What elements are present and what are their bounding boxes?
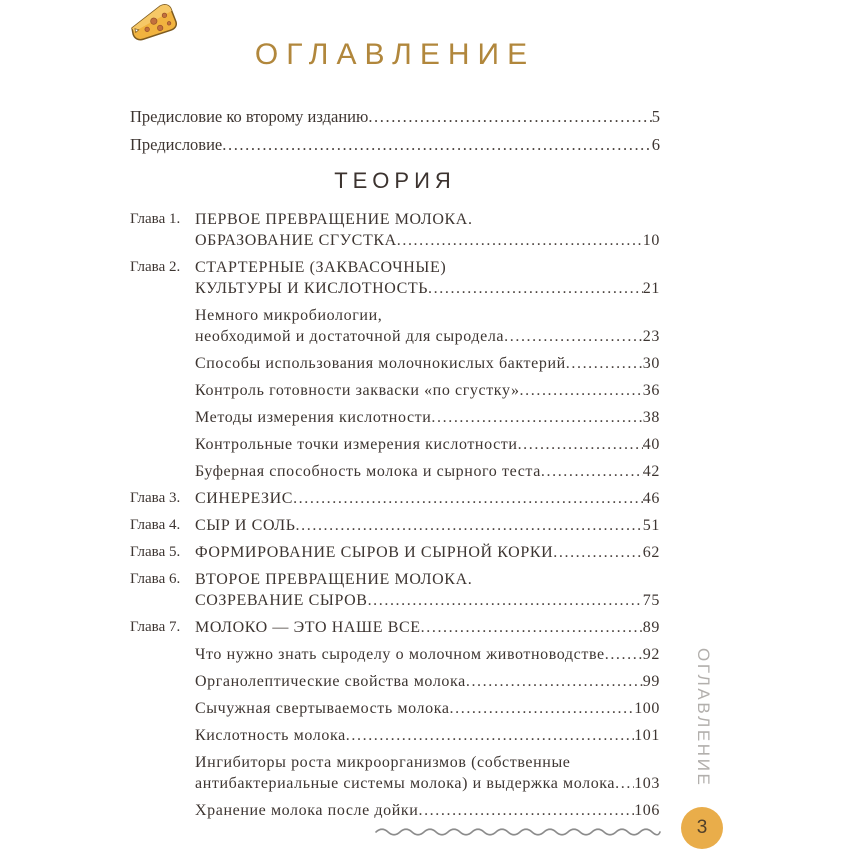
entry-title: Кислотность молока [195,727,346,744]
entry-page: 106 [634,802,660,819]
chapter-label: Глава 1. [130,211,181,227]
entry-title: антибактериальные системы молока) и выдержка молока [195,775,616,792]
toc-entry [130,380,660,401]
toc-entry [130,353,660,374]
dot-leader [431,407,642,428]
toc-entry [130,434,660,455]
entry-page: 10 [642,232,660,249]
toc-entry [130,131,660,159]
dot-leader [418,800,634,821]
dot-leader [368,590,643,611]
toc-entry [130,569,660,611]
entry-page: 23 [642,328,660,345]
dot-leader [615,773,634,794]
chapter-label: Глава 3. [130,490,181,506]
entry-title: ВТОРОЕ ПРЕВРАЩЕНИЕ МОЛОКА. [195,571,473,588]
dot-leader [504,326,643,347]
chapter-label: Глава 6. [130,571,181,587]
entry-title: Немного микробиологии, [195,307,383,324]
toc-entry [130,800,660,821]
entry-title: ФОРМИРОВАНИЕ СЫРОВ И СЫРНОЙ КОРКИ [195,544,554,561]
entry-page: 5 [651,107,660,126]
entry-title: Органолептические свойства молока [195,673,466,690]
entry-page: 36 [642,382,660,399]
entry-page: 100 [634,700,660,717]
entry-title: Методы измерения кислотности [195,409,432,426]
page-title: ОГЛАВЛЕНИЕ [254,38,536,71]
section-header: ТЕОРИЯ [334,168,456,193]
entry-title: Буферная способность молока и сырного теста [195,463,541,480]
entry-title: Предисловие [130,135,223,154]
entry-title: Сычужная свертываемость молока [195,700,450,717]
entry-title: Ингибиторы роста микроорганизмов (собственные [195,754,571,771]
chapter-label: Глава 7. [130,619,181,635]
toc-content [130,0,660,822]
dot-leader [428,278,643,299]
entry-title: необходимой и достаточной для сыродела [195,328,505,345]
entry-title: КУЛЬТУРЫ И КИСЛОТНОСТЬ [195,280,429,297]
entry-page: 46 [642,490,660,507]
entry-title: Способы использования молочнокислых бактерий [195,355,566,372]
page-number: 3 [696,817,708,838]
entry-title: СОЗРЕВАНИЕ СЫРОВ [195,592,368,609]
toc-list [130,209,660,821]
dot-leader [518,434,643,455]
entry-page: 38 [642,409,660,426]
dot-leader [466,671,643,692]
entry-title: СЫР И СОЛЬ [195,517,296,534]
entry-page: 103 [634,775,660,792]
toc-entry [130,644,660,665]
entry-title: Что нужно знать сыроделу о молочном животноводстве [195,646,605,663]
entry-page: 101 [634,727,660,744]
entry-title: Контроль готовности закваски «по сгустку» [195,382,520,399]
entry-page: 42 [642,463,660,480]
entry-title: Контрольные точки измерения кислотности [195,436,518,453]
entry-page: 75 [642,592,660,609]
toc-entry [130,209,660,251]
entry-title: СИНЕРЕЗИС [195,490,294,507]
toc-entry [130,725,660,746]
entry-page: 21 [642,280,660,297]
entry-title: МОЛОКО — ЭТО НАШЕ ВСЕ [195,619,421,636]
toc-entry [130,515,660,536]
entry-page: 62 [642,544,660,561]
entry-title: Хранение молока после дойки [195,802,419,819]
dot-leader [296,515,643,536]
entry-title: СТАРТЕРНЫЕ (ЗАКВАСОЧНЫЕ) [195,259,447,276]
toc-entry [130,103,660,131]
entry-page: 99 [642,673,660,690]
dot-leader [566,353,643,374]
toc-entry [130,698,660,719]
toc-entry [130,257,660,299]
toc-entry [130,542,660,563]
entry-page: 40 [642,436,660,453]
dot-leader [397,230,643,251]
entry-page: 92 [642,646,660,663]
toc-entry [130,407,660,428]
dot-leader [222,131,652,159]
page-number-badge [681,807,723,849]
dot-leader [553,542,643,563]
wavy-line-divider [375,823,661,840]
toc-entry [130,752,660,794]
entry-page: 6 [651,135,660,154]
entry-title: Предисловие ко второму изданию [130,107,369,126]
dot-leader [605,644,643,665]
toc-entry [130,488,660,509]
dot-leader [450,698,635,719]
entry-page: 51 [642,517,660,534]
front-matter-list [130,103,660,159]
toc-entry [130,671,660,692]
dot-leader [368,103,651,131]
dot-leader [421,617,643,638]
chapter-label: Глава 4. [130,517,181,533]
sidebar-vertical-label: ОГЛАВЛЕНИЕ [694,648,713,788]
dot-leader [293,488,643,509]
toc-entry [130,461,660,482]
dot-leader [346,725,634,746]
dot-leader [541,461,643,482]
toc-entry [130,305,660,347]
entry-title: ПЕРВОЕ ПРЕВРАЩЕНИЕ МОЛОКА. [195,211,473,228]
entry-title: ОБРАЗОВАНИЕ СГУСТКА [195,232,397,249]
dot-leader [520,380,643,401]
entry-page: 89 [642,619,660,636]
entry-page: 30 [642,355,660,372]
toc-entry [130,617,660,638]
chapter-label: Глава 5. [130,544,181,560]
chapter-label: Глава 2. [130,259,181,275]
